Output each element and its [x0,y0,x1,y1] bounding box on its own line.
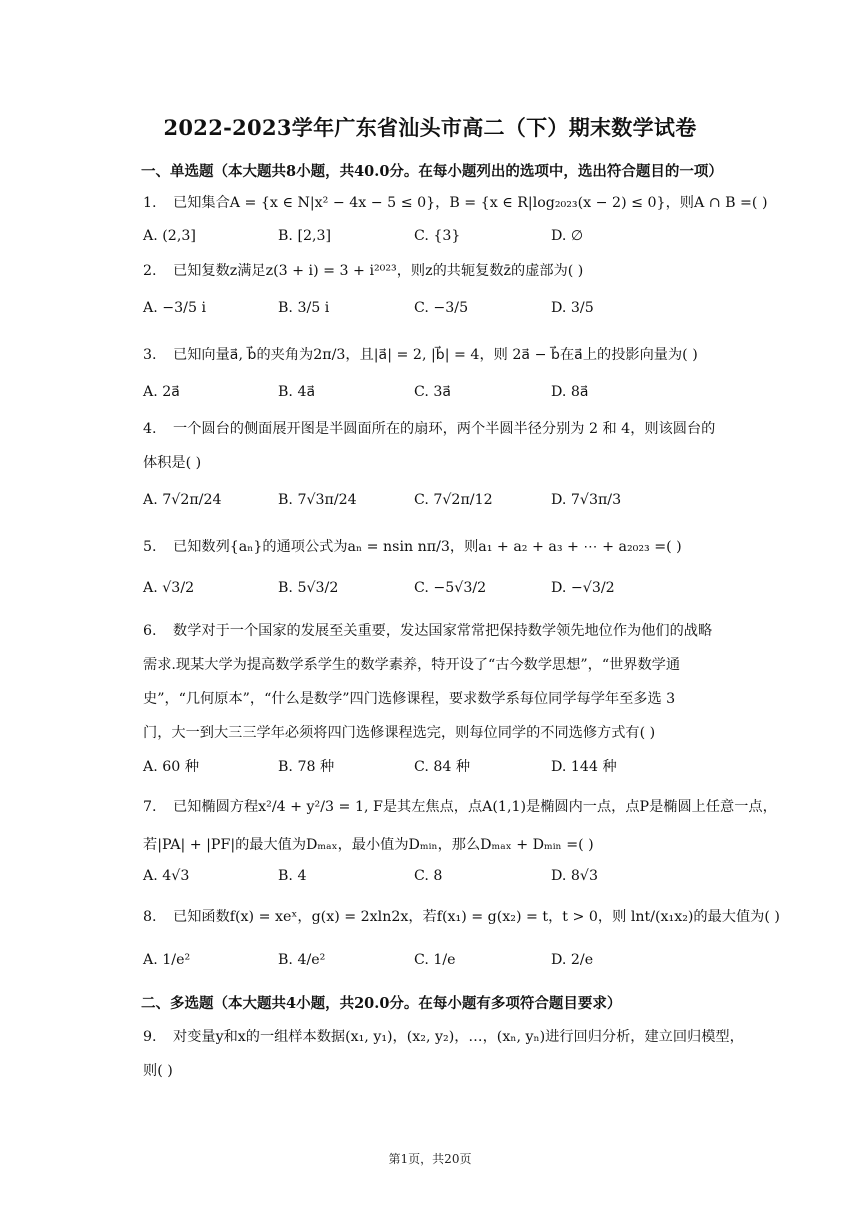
option-a[interactable]: A. (2,3] [143,228,196,244]
option-d[interactable]: D. 3/5 [551,300,594,316]
option-a[interactable]: A. 4√3 [143,868,190,884]
question-7-continued: 若|PA| + |PF|的最大值为Dₘₐₓ，最小值为Dₘᵢₙ，那么Dₘₐₓ + Dₘᵢₙ =( ) [143,837,594,853]
question-stem: 已知向量a⃗, b⃗的夹角为2π/3，且|a⃗| = 2, |b⃗| = 4，则 2a⃗ − b⃗在a⃗上的投影向量为( ) [173,347,698,363]
question-5-options [143,580,743,610]
option-d[interactable]: D. 8√3 [551,868,598,884]
question-3-options [143,384,743,414]
option-b[interactable]: B. 7√3π/24 [278,492,357,508]
question-9 [143,1026,744,1046]
option-d[interactable]: D. 144 种 [551,759,617,775]
option-c[interactable]: C. 84 种 [414,759,471,775]
option-d[interactable]: D. 2/e [551,952,594,968]
option-b[interactable]: B. [2,3] [278,228,332,244]
page-footer: 第1页，共20页 [388,1152,472,1166]
question-1-options [143,228,743,258]
option-a[interactable]: A. −3/5 i [143,300,207,316]
question-6-options [143,756,743,786]
question-stem: 已知集合A = {x ∈ N|x² − 4x − 5 ≤ 0}，B = {x ∈ R|log₂₀₂₃(x − 2) ≤ 0}，则A ∩ B =( ) [173,195,768,211]
option-b[interactable]: B. 4 [278,868,307,884]
question-4-options [143,492,743,522]
option-a[interactable]: A. 7√2π/24 [143,492,222,508]
question-number: 4. [143,421,157,437]
option-c[interactable]: C. −3/5 [414,300,469,316]
question-number: 6. [143,623,157,639]
question-number: 3. [143,347,157,363]
option-c[interactable]: C. 8 [414,868,443,884]
option-c[interactable]: C. 3a⃗ [414,384,452,400]
option-c[interactable]: C. 1/e [414,952,456,968]
question-6-continued-1: 需求.现某大学为提高数学系学生的数学素养，特开设了“古今数学思想”，“世界数学通 [143,657,681,673]
question-stem: 已知数列{aₙ}的通项公式为aₙ = nsin nπ/3，则a₁ + a₂ + a₃ + ⋯ + a₂₀₂₃ =( ) [173,539,682,555]
question-number: 5. [143,539,157,555]
question-8-options [143,952,743,982]
question-stem: 一个圆台的侧面展开图是半圆面所在的扇环，两个半圆半径分别为 2 和 4，则该圆台的 [173,421,716,437]
option-a[interactable]: A. 2a⃗ [143,384,180,400]
option-d[interactable]: D. −√3/2 [551,580,615,596]
question-stem: 已知复数z满足z(3 + i) = 3 + i²⁰²³，则z的共轭复数z̄的虚部为( ) [173,263,584,279]
question-4-continued: 体积是( ) [143,455,202,471]
option-c[interactable]: C. {3} [414,228,461,244]
option-d[interactable]: D. 7√3π/3 [551,492,622,508]
section-heading-single-choice: 一、单选题（本大题共8小题，共40.0分。在每小题列出的选项中，选出符合题目的一项） [141,163,723,180]
question-1 [143,192,768,212]
question-4 [143,418,715,438]
question-stem: 数学对于一个国家的发展至关重要，发达国家常常把保持数学领先地位作为他们的战略 [173,623,713,639]
option-d[interactable]: D. ∅ [551,228,584,244]
page-title: 2022-2023学年广东省汕头市高二（下）期末数学试卷 [163,115,697,140]
option-b[interactable]: B. 78 种 [278,759,335,775]
question-5 [143,536,682,556]
option-a[interactable]: A. 60 种 [143,759,200,775]
option-b[interactable]: B. 4a⃗ [278,384,316,400]
option-c[interactable]: C. −5√3/2 [414,580,487,596]
question-number: 7. [143,799,157,815]
question-stem: 已知椭圆方程x²/4 + y²/3 = 1, F是其左焦点，点A(1,1)是椭圆内一点，点P是椭圆上任意一点， [173,799,777,815]
option-b[interactable]: B. 5√3/2 [278,580,339,596]
question-7-options [143,868,743,898]
question-8 [143,906,780,926]
question-number: 9. [143,1029,157,1045]
question-9-continued: 则( ) [143,1063,173,1079]
question-6 [143,620,712,640]
question-stem: 对变量y和x的一组样本数据(x₁, y₁)，(x₂, y₂)，…，(xₙ, yₙ)进行回归分析，建立回归模型， [173,1029,744,1045]
option-b[interactable]: B. 4/e² [278,952,326,968]
question-7 [143,796,777,816]
question-3 [143,344,698,364]
option-b[interactable]: B. 3/5 i [278,300,330,316]
option-a[interactable]: A. √3/2 [143,580,195,596]
question-2-options [143,300,743,330]
section-heading-multiple-choice: 二、多选题（本大题共4小题，共20.0分。在每小题有多项符合题目要求） [141,995,622,1012]
question-number: 1. [143,195,157,211]
option-c[interactable]: C. 7√2π/12 [414,492,493,508]
question-6-continued-3: 门，大一到大三三学年必须将四门选修课程选完，则每位同学的不同选修方式有( ) [143,725,656,741]
question-stem: 已知函数f(x) = xeˣ，g(x) = 2xln2x，若f(x₁) = g(x₂) = t，t > 0，则 lnt/(x₁x₂)的最大值为( ) [173,909,780,925]
question-number: 8. [143,909,157,925]
option-d[interactable]: D. 8a⃗ [551,384,589,400]
option-a[interactable]: A. 1/e² [143,952,191,968]
question-number: 2. [143,263,157,279]
question-2 [143,260,583,280]
question-6-continued-2: 史”，“几何原本”，“什么是数学”四门选修课程，要求数学系每位同学每学年至多选 3 [143,691,676,707]
